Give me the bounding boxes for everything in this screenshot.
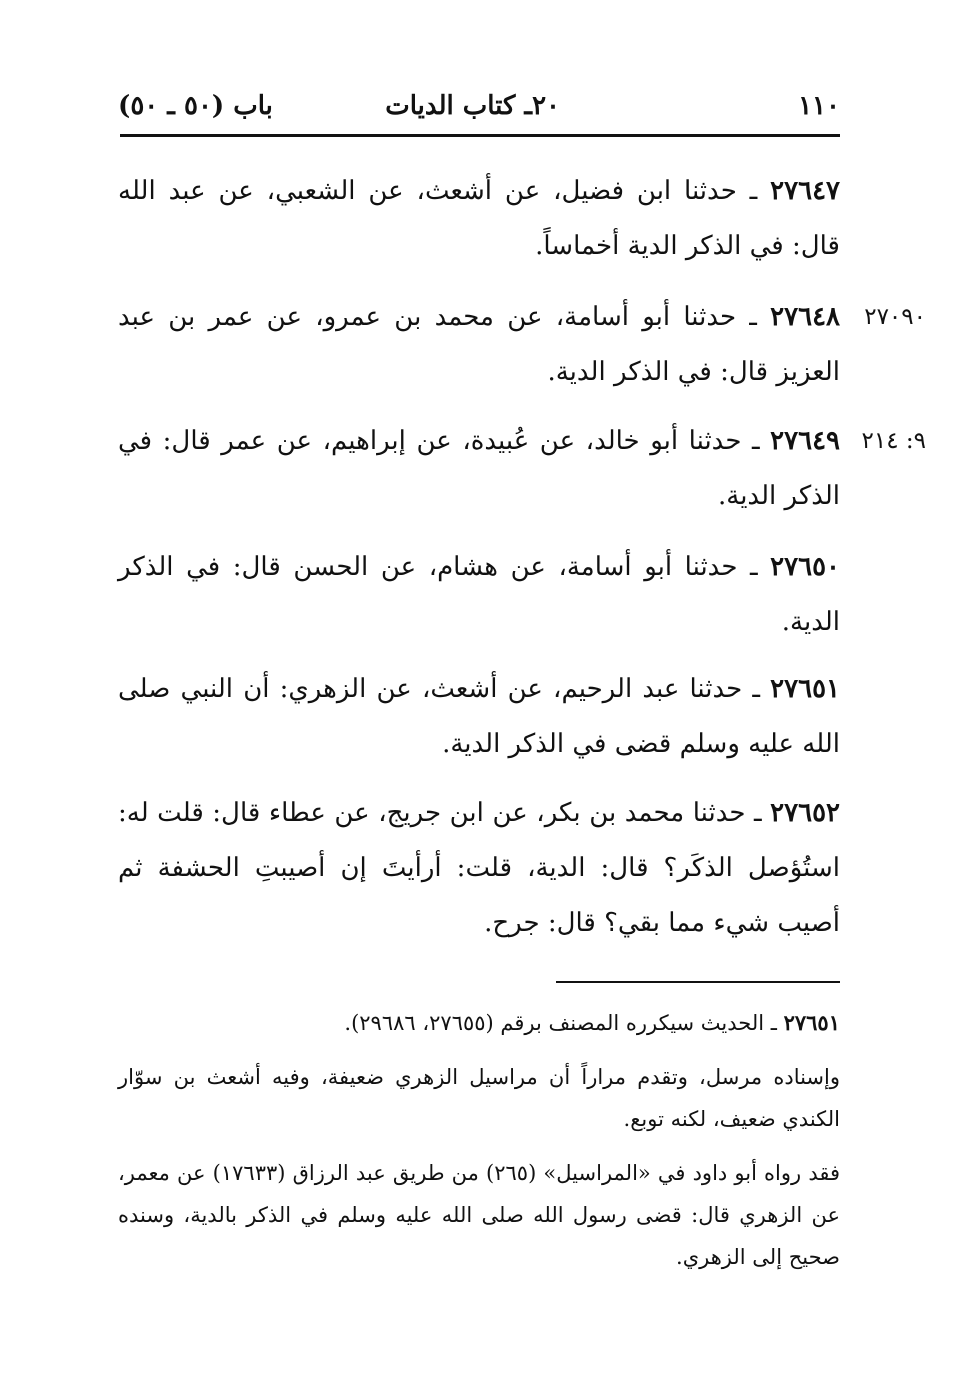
footnote-paragraph: وإسناده مرسل، وتقدم مراراً أن مراسيل الزهري ضعيفة، وفيه أشعث بن سوّار الكندي ضعيف، لكنه توبع. — [118, 1065, 840, 1131]
hadith-27652 — [118, 786, 840, 951]
hadith-27650 — [118, 540, 840, 650]
hadith-27649 — [118, 414, 840, 524]
running-header — [118, 88, 840, 128]
hadith-27648 — [118, 290, 840, 400]
hadith-text: ـ حدثنا أبو أسامة، عن هشام، عن الحسن قال: في الذكر الدية. — [118, 552, 840, 637]
chapter-label: باب (٥٠ ـ ٥٠) — [118, 91, 273, 121]
margin-reference: ٢٧٠٩٠ — [864, 304, 926, 330]
header-rule — [120, 134, 840, 137]
hadith-number: ٢٧٦٤٩ — [770, 426, 840, 456]
footnote-paragraph: فقد رواه أبو داود في «المراسيل» (٢٦٥) من طريق عبد الرزاق (١٧٦٣٣) عن معمر، عن الزهري قال: قضى رسول الله صلى الله عليه وسلم في الذكر بالدية، وسنده صحيح إلى الزهري. — [118, 1161, 841, 1269]
page-number: ١١٠ — [798, 91, 840, 121]
hadith-number: ٢٧٦٥٢ — [770, 798, 840, 828]
hadith-27647 — [118, 164, 840, 274]
hadith-number: ٢٧٦٥٠ — [770, 552, 840, 582]
hadith-number: ٢٧٦٥١ — [770, 674, 840, 704]
hadith-number: ٢٧٦٤٧ — [770, 176, 840, 206]
footnote-rule — [556, 981, 840, 983]
hadith-text: ـ حدثنا ابن فضيل، عن أشعث، عن الشعبي، عن عبد الله قال: في الذكر الدية أخماساً. — [118, 176, 840, 261]
hadith-text: ـ حدثنا عبد الرحيم، عن أشعث، عن الزهري: أن النبي صلى الله عليه وسلم قضى في الذكر الدية. — [118, 674, 840, 759]
hadith-text: ـ حدثنا أبو أسامة، عن محمد بن عمرو، عن عمر بن عبد العزيز قال: في الذكر الدية. — [118, 302, 840, 387]
footnote-number: ٢٧٦٥١ — [783, 1010, 840, 1035]
footnote-ref — [118, 1002, 840, 1044]
margin-reference: ٩: ٢١٤ — [861, 428, 926, 454]
book-title: ٢٠ـ كتاب الديات — [385, 91, 560, 121]
hadith-27651 — [118, 662, 840, 772]
footnote-text: ـ الحديث سيكرره المصنف برقم (٢٧٦٥٥، ٢٩٦٨٦). — [344, 1011, 784, 1035]
hadith-text: ـ حدثنا أبو خالد، عن عُبيدة، عن إبراهيم، عن عمر قال: في الذكر الدية. — [118, 426, 840, 511]
hadith-text: ـ حدثنا محمد بن بكر، عن ابن جريج، عن عطاء قال: قلت له: استُؤصل الذكَر؟ قال: الدية، قلت: أرأيتَ إن أصيبتِ الحشفة ثم أصيب شيء مما بقي؟ قال: جرح. — [118, 798, 840, 938]
hadith-number: ٢٧٦٤٨ — [770, 302, 840, 332]
